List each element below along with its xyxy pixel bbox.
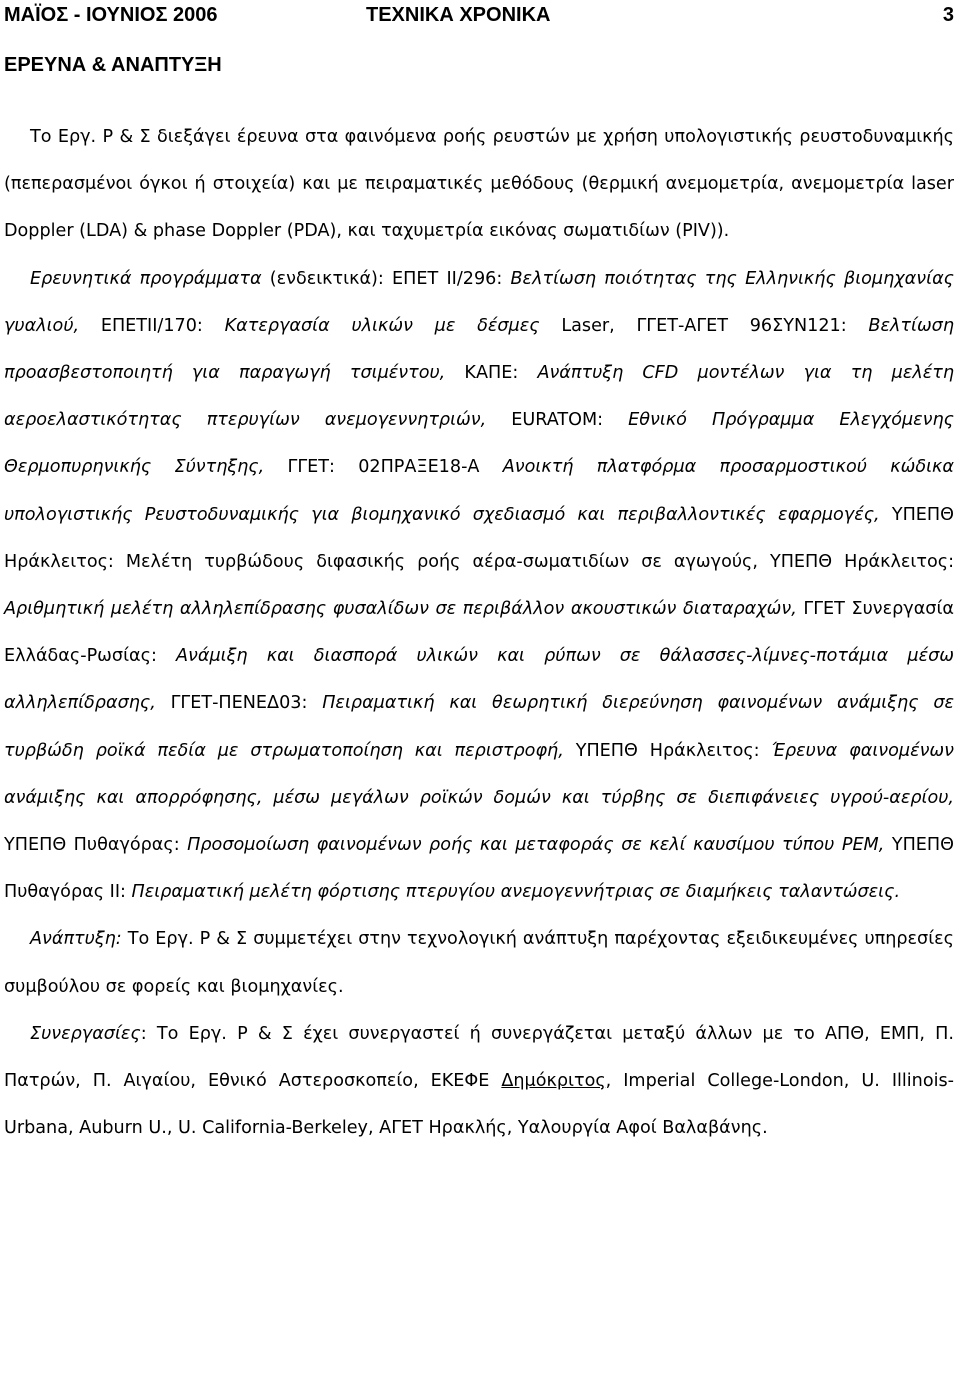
demokritos-link-text: Δημόκριτος <box>501 1071 606 1092</box>
journal-title: ΤΕΧΝΙΚΑ ΧΡΟΝΙΚΑ <box>366 4 551 26</box>
paragraph-collaborations: Συνεργασίες: Το Εργ. Ρ & Σ έχει συνεργαστεί ή συνεργάζεται μεταξύ άλλων με το ΑΠΘ, ΕΜΠ, Π. Πατρών, Π. Αιγαίου, Εθνικό Αστεροσκοπείο, ΕΚΕΦΕ Δημόκριτος, Imperial College-London, U. Illinois-Urbana, Auburn U., U. California-Berkeley, ΑΓΕΤ Ηρακλής, Υαλουργία Αφοί Βαλαβάνης. <box>4 1023 954 1139</box>
paragraph-development: Ανάπτυξη: Το Εργ. Ρ & Σ συμμετέχει στην τεχνολογική ανάπτυξη παρέχοντας εξειδικευμένες υπηρεσίες συμβούλου σε φορείς και βιομηχανίες. <box>4 929 954 997</box>
collaborations-label: Συνεργασίες <box>30 1023 141 1044</box>
paragraph-research-programs: Ερευνητικά προγράμματα (ενδεικτικά): ΕΠΕΤ ΙΙ/296: Βελτίωση ποιότητας της Ελληνικής βιομηχανίας γυαλιού, ΕΠΕΤΙΙ/170: Κατεργασία υλικών με δέσμες Laser, ΓΓΕΤ-ΑΓΕΤ 96ΣΥΝ121: Βελτίωση προασβεστοποιητή για παραγωγή τσιμέντου, ΚΑΠΕ: Ανάπτυξη CFD μοντέλων για τη μελέτη αεροελαστικότητας πτερυγίων ανεμογεννητριών, EURATOM: Εθνικό Πρόγραμμα Ελεγχόμενης Θερμοπυρηνικής Σύντηξης, ΓΓΕΤ: 02ΠΡΑΞΕ18-Α Ανοικτή πλατφόρμα προσαρμοστικού κώδικα υπολογιστικής Ρευστοδυναμικής για βιομηχανικό σχεδιασμό και περιβαλλοντικές εφαρμογές, ΥΠΕΠΘ Ηράκλειτος: Μελέτη τυρβώδους διφασικής ροής αέρα-σωματιδίων σε αγωγούς, ΥΠΕΠΘ Ηράκλειτος: Αριθμητική μελέτη αλληλεπίδρασης φυσαλίδων σε περιβάλλον ακουστικών διαταραχών, ΓΓΕΤ Συνεργασία Ελλάδας-Ρωσίας: Ανάμιξη και διασπορά υλικών και ρύπων σε θάλασσες-λίμνες-ποτάμια μέσω αλληλεπίδρασης, ΓΓΕΤ-ΠΕΝΕΔ03: Πειραματική και θεωρητική διερεύνηση φαινομένων ανάμιξης σε τυρβώδη ροϊκά πεδία με στρωματοποίηση και περιστροφή, ΥΠΕΠΘ Ηράκλειτος: Έρευνα φαινομένων ανάμιξης και απορρόφησης, μέσω μεγάλων ροϊκών δομών και τύρβης σε διεπιφάνειες υγρού-αερίου, ΥΠΕΠΘ Πυθαγόρας: Προσομοίωση φαινομένων ροής και μεταφοράς σε κελί καυσίμου τύπου PEM, ΥΠΕΠΘ Πυθαγόρας ΙΙ: Πειραματική μελέτη φόρτισης πτερυγίου ανεμογεννήτριας σε διαμήκεις ταλαντώσεις. <box>4 268 955 903</box>
programs-label: Ερευνητικά προγράμματα <box>30 268 262 289</box>
page-header <box>0 4 960 30</box>
article-body <box>4 114 954 1152</box>
issue-date: ΜΑΪΟΣ - ΙΟΥΝΙΟΣ 2006 <box>4 4 218 26</box>
page-number: 3 <box>942 4 954 26</box>
paragraph-lab-overview: Το Εργ. Ρ & Σ διεξάγει έρευνα στα φαινόμενα ροής ρευστών με χρήση υπολογιστικής ρευστοδυναμικής (πεπερασμένοι όγκοι ή στοιχεία) και με πειραματικές μεθόδους (θερμική ανεμομετρία, ανεμομετρία laser Doppler (LDA) & phase Doppler (PDA), και ταχυμετρία εικόνας σωματιδίων (PIV)). <box>4 127 954 242</box>
section-title: ΕΡΕΥΝΑ & ΑΝΑΠΤΥΞΗ <box>4 54 222 76</box>
development-label: Ανάπτυξη: <box>30 929 122 950</box>
